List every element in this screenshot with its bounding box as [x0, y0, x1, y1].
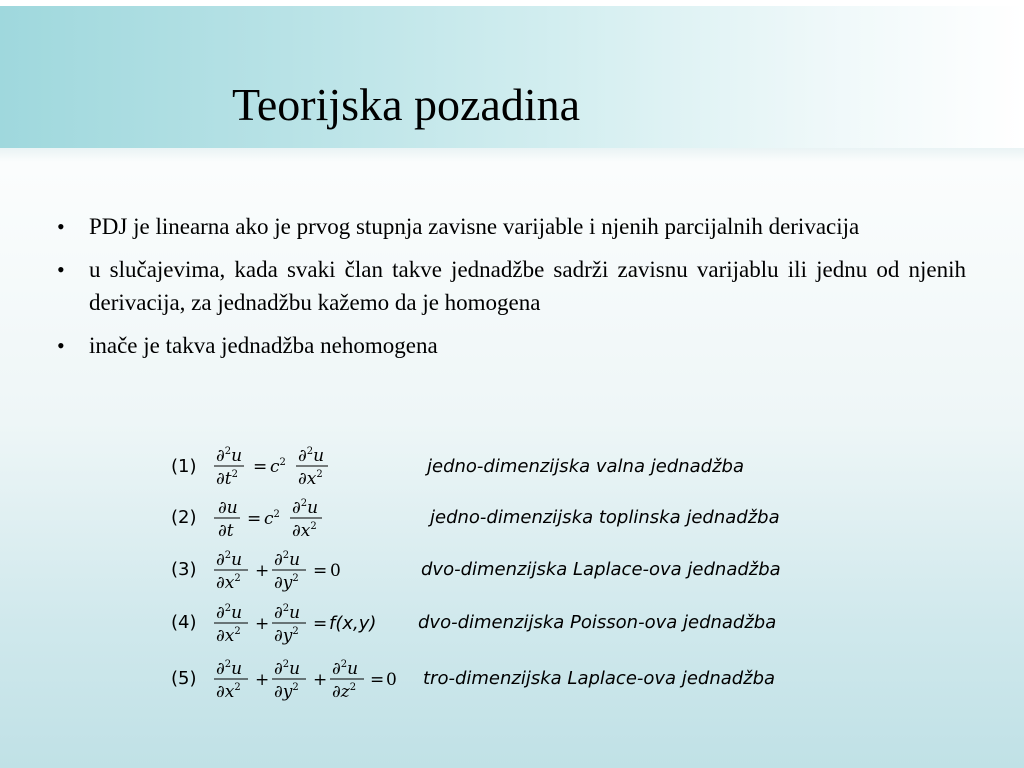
equals-sign: = [253, 457, 268, 477]
fraction-d2u-dx2 [214, 603, 248, 646]
equation-number: (4) [171, 612, 197, 633]
fraction-d2u-dy2 [272, 603, 306, 646]
laplace-2d-formula [210, 546, 360, 596]
svg-text:∂2u: ∂$^2$u [216, 659, 243, 679]
svg-text:∂2u: ∂$^2$u [274, 603, 301, 623]
heat-equation-formula [210, 494, 340, 544]
svg-text:∂x2: $\partial x^2$ [216, 682, 241, 702]
fraction-d2u-dx2 [214, 550, 248, 593]
equation-number: (2) [171, 507, 197, 528]
svg-text:∂z2: $\partial z^2$ [332, 682, 357, 702]
bullet-text: u slučajevima, kada svaki član takve jednadžbe sadrži zavisnu varijablu ili jednu od njenih derivacija, za jednadžbu kažemo da je homogena [89, 257, 966, 315]
zero: 0 [386, 670, 397, 690]
equation-number: (3) [171, 559, 197, 580]
equation-number: (5) [171, 668, 197, 689]
svg-text:∂2u: ∂$^2$u [298, 446, 325, 466]
equals-sign: = [313, 561, 328, 581]
svg-text:∂2u: ∂$^2$u [274, 550, 301, 570]
plus-sign: + [255, 561, 270, 581]
svg-text:∂x2: $\partial x^2$ [216, 626, 241, 646]
fraction-d2u-dy2 [272, 550, 306, 593]
fraction-du-dt [214, 498, 240, 541]
equation-description: tro-dimenzijska Laplace-ova jednadžba [423, 668, 776, 689]
equation-description: jedno-dimenzijska toplinska jednadžba [430, 507, 780, 528]
plus-sign: + [255, 670, 270, 690]
poisson-2d-formula [210, 599, 410, 649]
svg-text:∂2u: ∂$^2$u [216, 446, 243, 466]
bullet-marker: • [57, 257, 65, 282]
equals-sign: = [313, 614, 328, 634]
svg-text:∂2u: ∂$^2$u [332, 659, 359, 679]
svg-text:∂y2: $\partial y^2$ [274, 573, 299, 593]
svg-text:∂y2: $\partial y^2$ [274, 682, 299, 702]
fraction-d2u-dt2 [214, 446, 244, 489]
laplace-3d-formula [210, 655, 410, 705]
constant-c: $c^2$ [264, 509, 280, 529]
constant-c: $c^2$ [270, 457, 286, 477]
equation-number: (1) [171, 456, 197, 477]
fraction-d2u-dx2 [214, 659, 248, 702]
bullet-marker: • [57, 333, 65, 358]
fraction-d2u-dx2 [296, 446, 328, 489]
bullet-text: inače je takva jednadžba nehomogena [89, 333, 438, 358]
svg-text:∂x2: $\partial x^2$ [298, 469, 323, 489]
svg-text:∂x2: $\partial x^2$ [292, 521, 317, 541]
fraction-d2u-dx2 [290, 498, 322, 541]
equation-description: dvo-dimenzijska Poisson-ova jednadžba [418, 612, 777, 633]
svg-text:∂2u: ∂$^2$u [292, 498, 319, 518]
svg-text:∂t: ∂t [218, 521, 234, 541]
bullet-item-linear [50, 210, 966, 243]
equals-sign: = [247, 509, 262, 529]
equals-sign: = [370, 670, 385, 690]
bullet-marker: • [57, 214, 65, 239]
bullet-list [50, 210, 966, 372]
svg-text:∂2u: ∂$^2$u [216, 550, 243, 570]
zero: 0 [330, 561, 341, 581]
bullet-text: PDJ je linearna ako je prvog stupnja zavisne varijable i njenih parcijalnih derivacija [89, 214, 860, 239]
svg-text:∂u: ∂u [218, 498, 238, 518]
plus-sign: + [313, 670, 328, 690]
svg-text:∂2u: ∂$^2$u [274, 659, 301, 679]
plus-sign: + [255, 614, 270, 634]
svg-text:∂x2: $\partial x^2$ [216, 573, 241, 593]
equation-description: dvo-dimenzijska Laplace-ova jednadžba [421, 559, 781, 580]
function-f-x-y: f(x,y) [329, 613, 377, 634]
svg-text:∂2u: ∂$^2$u [216, 603, 243, 623]
title-band-shadow [0, 148, 1024, 162]
bullet-item-homogeneous [50, 253, 966, 319]
slide-title: Teorijska pozadina [232, 79, 581, 130]
equation-description: jedno-dimenzijska valna jednadžba [427, 456, 744, 477]
fraction-d2u-dz2 [330, 659, 364, 702]
bullet-item-nonhomogeneous [50, 329, 966, 362]
svg-text:∂t2: $\partial t^2$ [216, 469, 239, 489]
svg-text:∂y2: $\partial y^2$ [274, 626, 299, 646]
wave-equation-formula [210, 442, 340, 492]
fraction-d2u-dy2 [272, 659, 306, 702]
